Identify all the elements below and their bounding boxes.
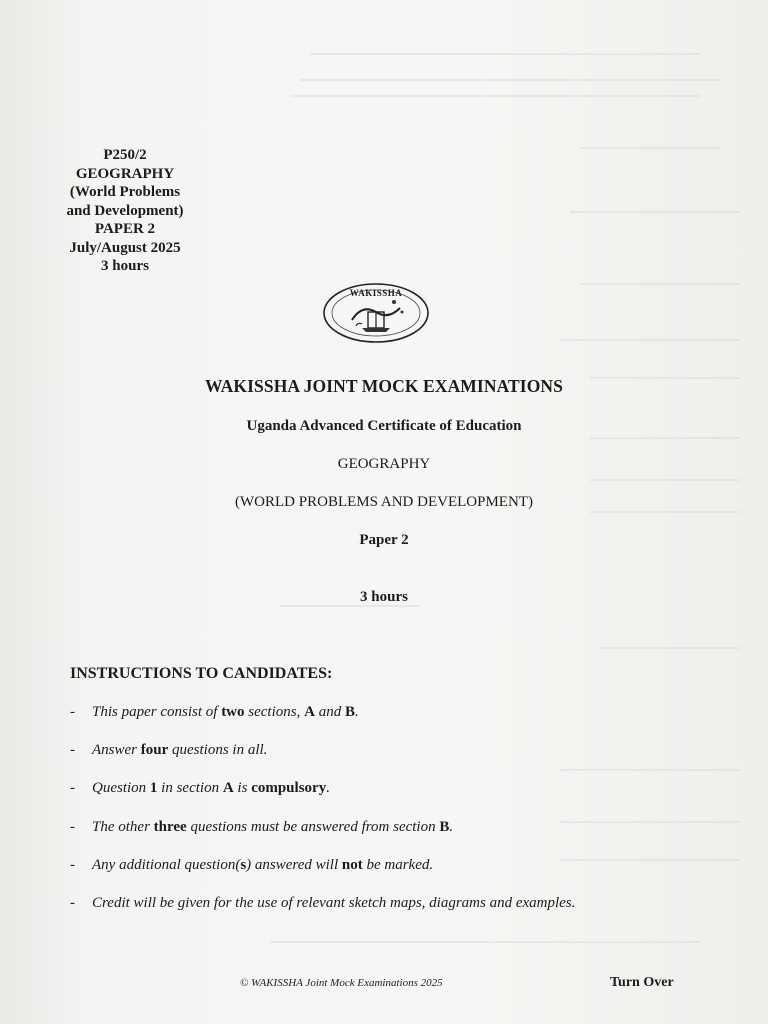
- certificate-name: Uganda Advanced Certificate of Education: [246, 418, 522, 434]
- turn-over-label: Turn Over: [610, 975, 674, 990]
- subject-name: GEOGRAPHY: [337, 456, 431, 472]
- logo-text: WAKISSHA: [349, 288, 403, 298]
- instruction-item: - Credit will be given for the use of relevant sketch maps, diagrams and examples.: [70, 895, 576, 911]
- wakissha-logo: [322, 282, 430, 344]
- paper-duration: 3 hours: [101, 258, 149, 274]
- subject-subtitle: (WORLD PROBLEMS AND DEVELOPMENT): [235, 494, 533, 510]
- paper-number: PAPER 2: [94, 221, 156, 237]
- paper-subtitle-line1: (World Problems: [69, 184, 181, 200]
- instruction-item: - The other three questions must be answered from section B.: [70, 819, 454, 835]
- instructions-heading: INSTRUCTIONS TO CANDIDATES:: [70, 665, 333, 682]
- instruction-item: - This paper consist of two sections, A and B.: [70, 704, 359, 720]
- exam-duration: 3 hours: [360, 589, 408, 605]
- paper-subtitle-line2: and Development): [66, 202, 184, 219]
- paper-label: Paper 2: [359, 532, 409, 548]
- paper-code: P250/2: [103, 147, 147, 163]
- copyright-footer: © WAKISSHA Joint Mock Examinations 2025: [240, 977, 443, 989]
- exam-title: WAKISSHA JOINT MOCK EXAMINATIONS: [205, 376, 563, 396]
- paper-subject: GEOGRAPHY: [75, 165, 175, 182]
- instruction-item: - Answer four questions in all.: [70, 742, 268, 758]
- instruction-item: - Question 1 in section A is compulsory.: [70, 780, 330, 796]
- paper-date: July/August 2025: [69, 239, 181, 256]
- instruction-item: - Any additional question(s) answered will not be marked.: [70, 857, 434, 873]
- paper-code-block: [40, 146, 210, 276]
